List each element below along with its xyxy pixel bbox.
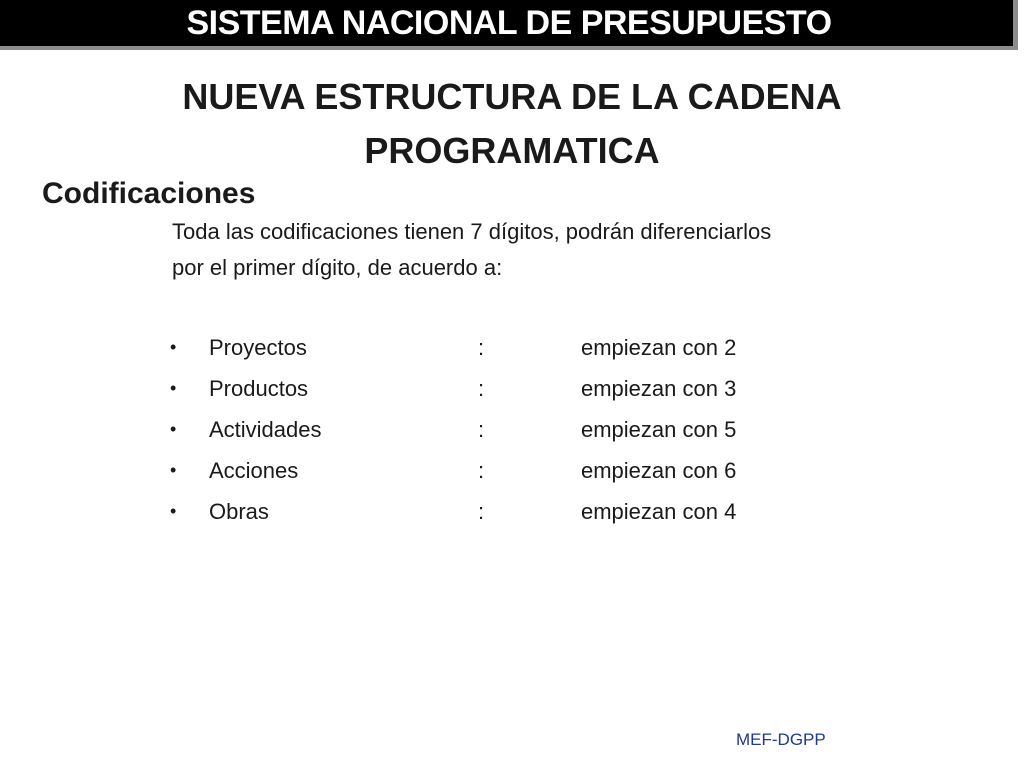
code-rule: empiezan con 5 bbox=[581, 417, 737, 442]
code-name: Actividades bbox=[209, 417, 322, 442]
slide-title-line-1: NUEVA ESTRUCTURA DE LA CADENA bbox=[182, 76, 842, 117]
bullet-icon: • bbox=[170, 337, 177, 357]
header-title: SISTEMA NACIONAL DE PRESUPUESTO bbox=[186, 4, 832, 42]
codes-list bbox=[170, 327, 810, 532]
intro-line-2: por el primer dígito, de acuerdo a: bbox=[172, 255, 503, 280]
bullet-icon: • bbox=[170, 378, 177, 398]
code-item bbox=[170, 491, 810, 532]
code-rule: empiezan con 4 bbox=[581, 499, 737, 524]
code-rule: empiezan con 3 bbox=[581, 376, 737, 401]
bullet-icon: • bbox=[170, 419, 177, 439]
code-separator: : bbox=[478, 335, 485, 360]
code-separator: : bbox=[478, 458, 485, 483]
code-item bbox=[170, 450, 810, 491]
bullet-icon: • bbox=[170, 460, 177, 480]
intro-line-1: Toda las codificaciones tienen 7 dígitos, podrán diferenciarlos bbox=[172, 219, 772, 244]
section-heading: Codificaciones bbox=[42, 177, 256, 210]
code-item bbox=[170, 368, 810, 409]
footer-label: MEF-DGPP bbox=[736, 730, 826, 749]
bullet-icon: • bbox=[170, 501, 177, 521]
code-name: Acciones bbox=[209, 458, 299, 483]
intro-text bbox=[172, 214, 912, 286]
code-separator: : bbox=[478, 417, 485, 442]
code-item bbox=[170, 327, 810, 368]
code-rule: empiezan con 6 bbox=[581, 458, 737, 483]
header-bar bbox=[0, 0, 1018, 50]
code-name: Proyectos bbox=[209, 335, 307, 360]
code-name: Productos bbox=[209, 376, 309, 401]
code-name: Obras bbox=[209, 499, 269, 524]
code-item bbox=[170, 409, 810, 450]
code-separator: : bbox=[478, 376, 485, 401]
slide-title-line-2: PROGRAMATICA bbox=[364, 130, 660, 171]
slide-title bbox=[0, 70, 1024, 178]
code-separator: : bbox=[478, 499, 485, 524]
code-rule: empiezan con 2 bbox=[581, 335, 737, 360]
